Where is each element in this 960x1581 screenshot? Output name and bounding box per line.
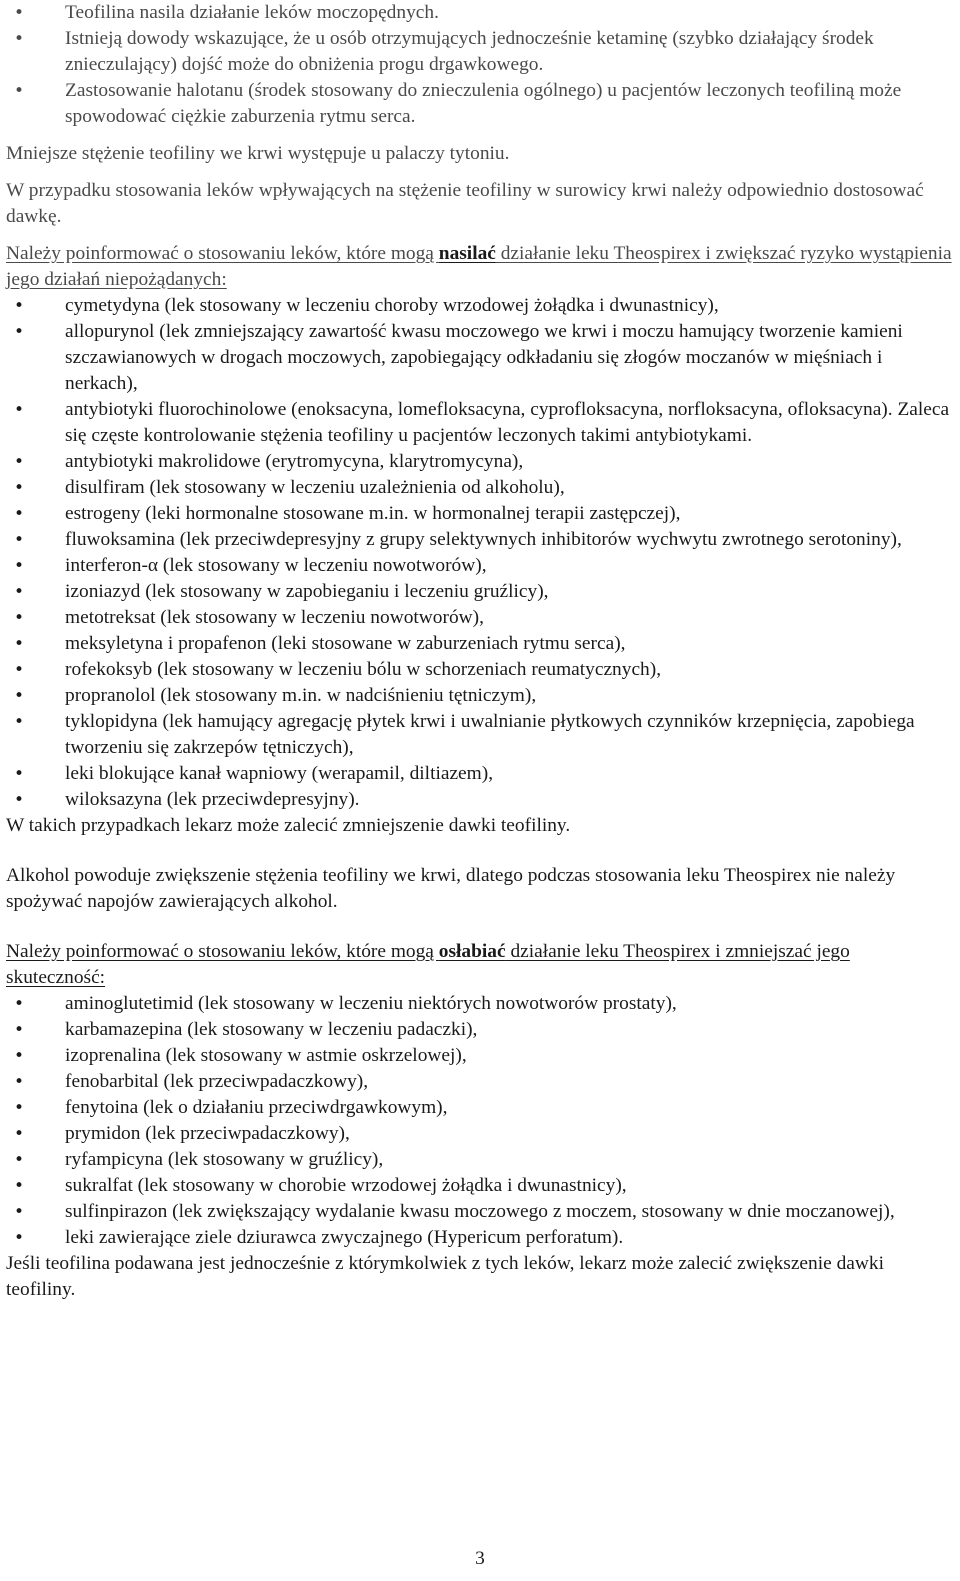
list-item: • meksyletyna i propafenon (leki stosowane w zaburzeniach rytmu serca), xyxy=(6,631,952,657)
list-item: • wiloksazyna (lek przeciwdepresyjny). xyxy=(6,787,952,813)
increase-effect-heading xyxy=(6,241,952,293)
list-item: • aminoglutetimid (lek stosowany w leczeniu niektórych nowotworów prostaty), xyxy=(6,991,952,1017)
decrease-conclusion: Jeśli teofilina podawana jest jednocześnie z którymkolwiek z tych leków, lekarz może zalecić zwiększenie dawki teofiliny. xyxy=(6,1253,884,1300)
list-item: • izoprenalina (lek stosowany w astmie oskrzelowej), xyxy=(6,1043,952,1069)
list-item: • Zastosowanie halotanu (środek stosowany do znieczulenia ogólnego) u pacjentów leczonych teofiliną może spowodować ciężkie zaburzenia rytmu serca. xyxy=(6,78,952,130)
list-item: • leki blokujące kanał wapniowy (werapamil, diltiazem), xyxy=(6,761,952,787)
decrease-drug-list xyxy=(6,991,952,1251)
increase-drug-list xyxy=(6,293,952,813)
list-item: • tyklopidyna (lek hamujący agregację płytek krwi i uwalnianie płytkowych czynników krzepnięcia, zapobiega tworzeniu się zakrzepów tętniczych), xyxy=(6,709,952,761)
heading-part: Należy poinformować o stosowaniu leków, które mogą xyxy=(6,941,439,962)
list-item: • rofekoksyb (lek stosowany w leczeniu bólu w schorzeniach reumatycznych), xyxy=(6,657,952,683)
list-item: • cymetydyna (lek stosowany w leczeniu choroby wrzodowej żołądka i dwunastnicy), xyxy=(6,293,952,319)
document-page xyxy=(6,0,952,1303)
list-item: • Istnieją dowody wskazujące, że u osób otrzymujących jednocześnie ketaminę (szybko działający środek znieczulający) dojść może do obniżenia progu drgawkowego. xyxy=(6,26,952,78)
list-item: • sulfinpirazon (lek zwiększający wydalanie kwasu moczowego z moczem, stosowany w dnie moczanowej), xyxy=(6,1199,952,1225)
heading-keyword: nasilać xyxy=(438,243,496,264)
decrease-effect-heading xyxy=(6,939,952,991)
list-item: • sukralfat (lek stosowany w chorobie wrzodowej żołądka i dwunastnicy), xyxy=(6,1173,952,1199)
list-item: • karbamazepina (lek stosowany w leczeniu padaczki), xyxy=(6,1017,952,1043)
list-item: • Teofilina nasila działanie leków moczopędnych. xyxy=(6,0,952,26)
heading-keyword: osłabiać xyxy=(438,941,506,962)
page-number: 3 xyxy=(475,1548,485,1569)
list-item: • izoniazyd (lek stosowany w zapobieganiu i leczeniu gruźlicy), xyxy=(6,579,952,605)
heading-part: Należy poinformować o stosowaniu leków, które mogą xyxy=(6,243,439,264)
list-item: • allopurynol (lek zmniejszający zawartość kwasu moczowego we krwi i moczu hamujący tworzenie kamieni szczawianowych w drogach moczowych, zapobiegający odkładaniu się złogów moczanów w mięśniach i nerkach), xyxy=(6,319,952,397)
paragraph-dose-adjust: W przypadku stosowania leków wpływających na stężenie teofiliny w surowicy krwi należy odpowiednio dostosować dawkę. xyxy=(6,180,924,227)
top-bullet-list xyxy=(6,0,952,130)
list-item: • estrogeny (leki hormonalne stosowane m.in. w hormonalnej terapii zastępczej), xyxy=(6,501,952,527)
paragraph-alcohol: Alkohol powoduje zwiększenie stężenia teofiliny we krwi, dlatego podczas stosowania leku Theospirex nie należy spożywać napojów zawierających alkohol. xyxy=(6,865,896,912)
list-item: • metotreksat (lek stosowany w leczeniu nowotworów), xyxy=(6,605,952,631)
increase-conclusion: W takich przypadkach lekarz może zalecić zmniejszenie dawki teofiliny. xyxy=(6,815,571,836)
heading-part: działanie leku Theospirex i zmniejszać jego skuteczność: xyxy=(6,941,850,988)
heading-part: działanie leku Theospirex i zwiększać ryzyko wystąpienia jego działań niepożądanych: xyxy=(6,243,952,290)
list-item: • ryfampicyna (lek stosowany w gruźlicy), xyxy=(6,1147,952,1173)
list-item: • fenytoina (lek o działaniu przeciwdrgawkowym), xyxy=(6,1095,952,1121)
list-item: • prymidon (lek przeciwpadaczkowy), xyxy=(6,1121,952,1147)
list-item: • disulfiram (lek stosowany w leczeniu uzależnienia od alkoholu), xyxy=(6,475,952,501)
list-item: • leki zawierające ziele dziurawca zwyczajnego (Hypericum perforatum). xyxy=(6,1225,952,1251)
list-item: • antybiotyki makrolidowe (erytromycyna, klarytromycyna), xyxy=(6,449,952,475)
list-item: • fluwoksamina (lek przeciwdepresyjny z grupy selektywnych inhibitorów wychwytu zwrotnego serotoniny), xyxy=(6,527,952,553)
list-item: • fenobarbital (lek przeciwpadaczkowy), xyxy=(6,1069,952,1095)
list-item: • interferon-α (lek stosowany w leczeniu nowotworów), xyxy=(6,553,952,579)
paragraph-smokers: Mniejsze stężenie teofiliny we krwi występuje u palaczy tytoniu. xyxy=(6,143,510,164)
list-item: • propranolol (lek stosowany m.in. w nadciśnieniu tętniczym), xyxy=(6,683,952,709)
list-item: • antybiotyki fluorochinolowe (enoksacyna, lomefloksacyna, cyprofloksacyna, norfloksacyna, ofloksacyna). Zaleca się częste kontrolowanie stężenia teofiliny u pacjentów leczonych takimi antybiotykami. xyxy=(6,397,952,449)
